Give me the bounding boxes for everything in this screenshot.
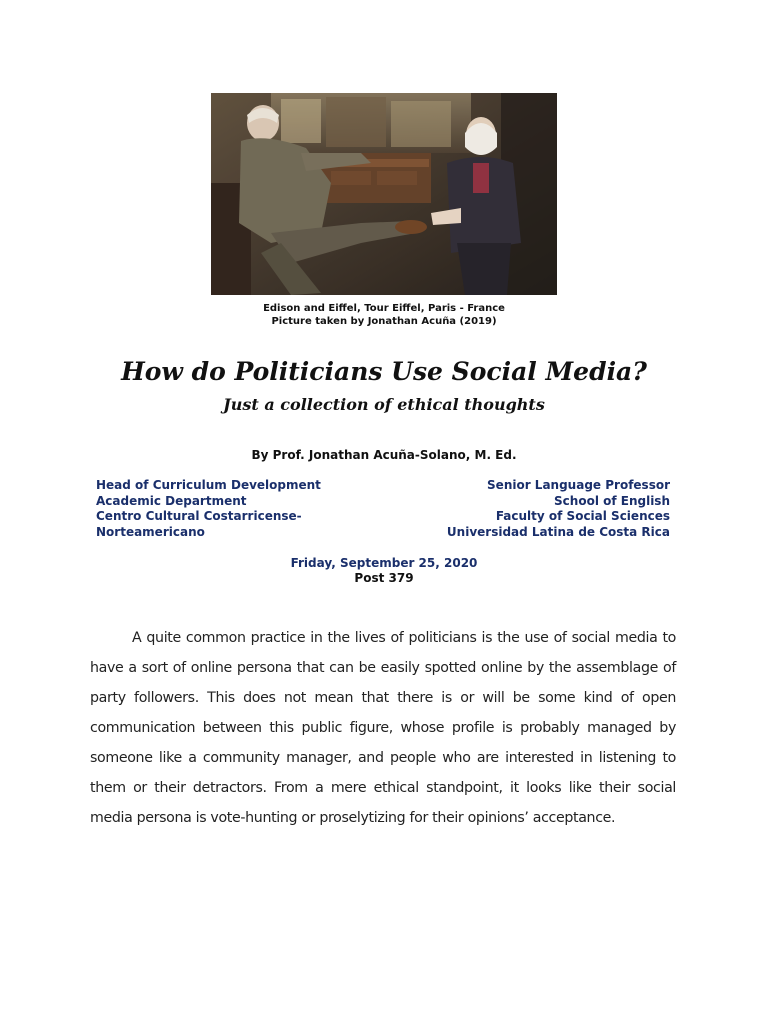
author-affiliation-left [96, 478, 321, 540]
photo-caption-line-1: Edison and Eiffel, Tour Eiffel, Paris - France [263, 303, 505, 314]
affiliation-left-line: Centro Cultural Costarricense- [96, 509, 302, 524]
affiliation-right-line: Senior Language Professor [487, 478, 670, 492]
document-title: How do Politicians Use Social Media? [121, 357, 647, 386]
post-date: Friday, September 25, 2020 [290, 556, 478, 570]
author-affiliation-right [447, 478, 670, 540]
author-byline: By Prof. Jonathan Acuña-Solano, M. Ed. [251, 448, 517, 462]
affiliation-left-line: Norteamericano [96, 524, 205, 539]
document-subtitle: Just a collection of ethical thoughts [223, 395, 545, 414]
body-paragraph: A quite common practice in the lives of politicians is the use of social media to have a sort of online persona that can be easily spotted online by the assemblage of party followers. This does not mean that there is or will be some kind of open communication between this public figure, whose profile is probably managed by someone like a community manager, and people who are interested in listening to them or their detractors. From a mere ethical standpoint, it looks like their social media persona is vote-hunting or proselytizing for their opinions’ acceptance. [90, 630, 676, 826]
affiliation-left-line: Academic Department [96, 493, 247, 508]
photo-caption-line-2: Picture taken by Jonathan Acuña (2019) [271, 316, 497, 327]
photo-edison-eiffel [211, 93, 557, 295]
affiliation-left-line: Head of Curriculum Development [96, 478, 321, 492]
post-number: Post 379 [354, 571, 414, 585]
affiliation-right-line: Universidad Latina de Costa Rica [446, 524, 670, 539]
affiliation-right-line: School of English [554, 493, 670, 508]
affiliation-right-line: Faculty of Social Sciences [495, 509, 670, 524]
